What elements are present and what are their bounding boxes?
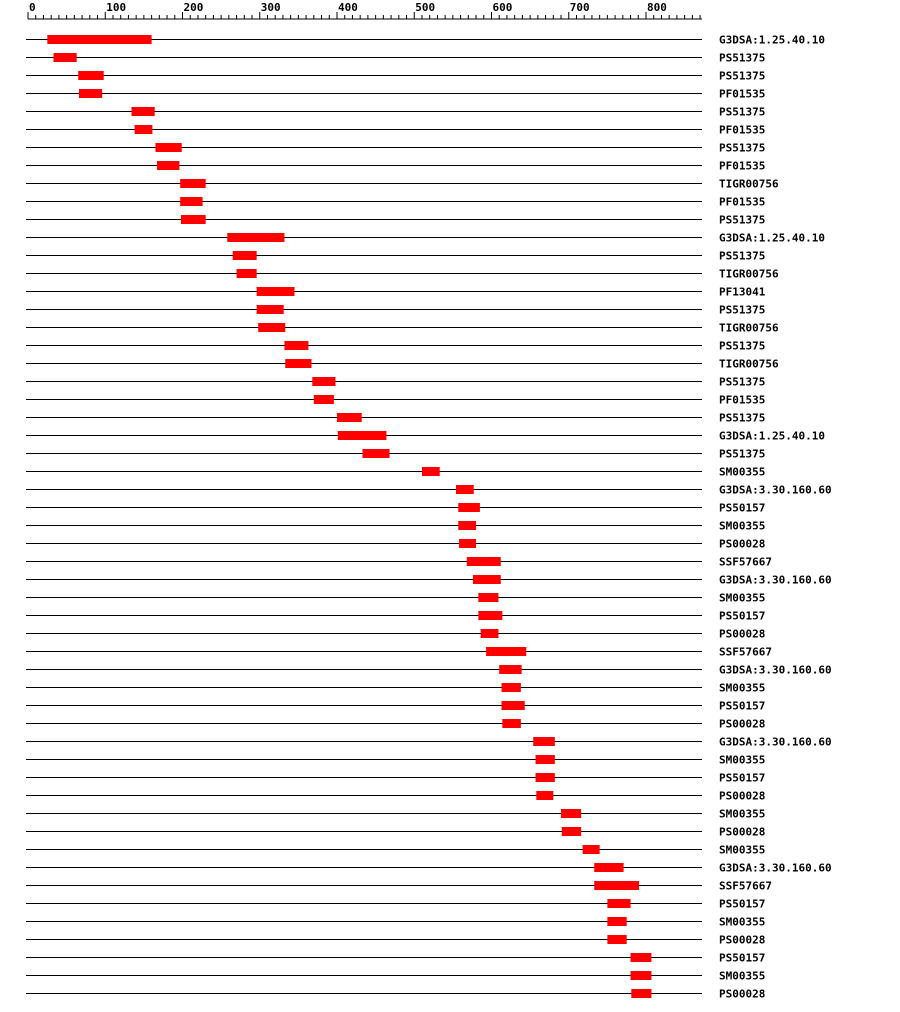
domain-row xyxy=(26,556,772,569)
domain-bar xyxy=(583,845,600,854)
domain-row xyxy=(26,268,779,281)
axis-tick-label: 200 xyxy=(183,1,204,14)
domain-label: TIGR00756 xyxy=(719,267,779,281)
domain-bar xyxy=(157,161,179,170)
domain-bar xyxy=(180,179,205,188)
domain-label: G3DSA:3.30.160.60 xyxy=(719,483,832,497)
domain-row xyxy=(26,844,765,857)
domain-row xyxy=(26,70,765,83)
domain-row xyxy=(26,592,765,605)
domain-bar xyxy=(481,629,499,638)
domain-label: PS51375 xyxy=(719,447,766,461)
domain-label: PF01535 xyxy=(719,393,766,407)
domain-bar xyxy=(607,935,626,944)
domain-row xyxy=(26,286,766,299)
domain-bar xyxy=(284,341,308,350)
domain-row xyxy=(26,700,765,713)
axis-tick-label: 700 xyxy=(569,1,590,14)
domain-label: PS51375 xyxy=(719,51,766,65)
domain-row xyxy=(26,952,765,965)
domain-label: PF01535 xyxy=(719,87,766,101)
domain-label: PS51375 xyxy=(719,213,766,227)
domain-label: PS00028 xyxy=(719,825,766,839)
domain-label: SM00355 xyxy=(719,681,766,695)
domain-label: PS00028 xyxy=(719,717,766,731)
domain-row xyxy=(26,808,765,821)
domain-row xyxy=(26,538,765,551)
domain-label: PS00028 xyxy=(719,987,766,1001)
domain-row xyxy=(26,196,765,209)
domain-row xyxy=(26,304,765,317)
domain-row xyxy=(26,430,825,443)
domain-row xyxy=(26,340,765,353)
domain-bar xyxy=(456,485,474,494)
domain-label: SSF57667 xyxy=(719,555,772,569)
domain-row xyxy=(26,358,779,371)
domain-label: G3DSA:1.25.40.10 xyxy=(719,429,825,443)
domain-label: G3DSA:3.30.160.60 xyxy=(719,861,832,875)
domain-label: PS00028 xyxy=(719,789,766,803)
domain-bar xyxy=(536,755,555,764)
domain-label: SM00355 xyxy=(719,915,766,929)
domain-bar xyxy=(132,107,155,116)
domain-bar xyxy=(314,395,334,404)
domain-label: PS51375 xyxy=(719,69,766,83)
domain-label: TIGR00756 xyxy=(719,321,779,335)
domain-label: PS51375 xyxy=(719,141,766,155)
domain-bar xyxy=(362,449,389,458)
domain-row xyxy=(26,736,832,749)
domain-bar xyxy=(562,827,581,836)
domain-row xyxy=(26,448,765,461)
domain-label: TIGR00756 xyxy=(719,357,779,371)
domain-bar xyxy=(536,773,555,782)
domain-label: SSF57667 xyxy=(719,645,772,659)
domain-row xyxy=(26,718,765,731)
domain-row xyxy=(26,214,765,227)
domain-bar xyxy=(237,269,257,278)
domain-bar xyxy=(53,53,76,62)
domain-row xyxy=(26,682,765,695)
domain-label: G3DSA:3.30.160.60 xyxy=(719,735,832,749)
domain-row xyxy=(26,520,765,533)
domain-row xyxy=(26,394,765,407)
domain-row xyxy=(26,160,765,173)
domain-bar xyxy=(337,413,362,422)
domain-row xyxy=(26,916,765,929)
domain-label: SM00355 xyxy=(719,465,766,479)
domain-label: PF01535 xyxy=(719,123,766,137)
domain-label: SM00355 xyxy=(719,843,766,857)
domain-bar xyxy=(594,881,639,890)
domain-row xyxy=(26,772,765,785)
domain-bar xyxy=(631,971,652,980)
domain-bar xyxy=(594,863,623,872)
domain-row xyxy=(26,898,765,911)
domain-row xyxy=(26,34,825,47)
domain-row xyxy=(26,826,765,839)
domain-label: G3DSA:3.30.160.60 xyxy=(719,573,832,587)
domain-label: PS51375 xyxy=(719,411,766,425)
domain-bar xyxy=(422,467,440,476)
axis-tick-label: 300 xyxy=(260,1,281,14)
domain-row xyxy=(26,322,779,335)
domain-row xyxy=(26,376,765,389)
domain-row xyxy=(26,880,772,893)
domain-row xyxy=(26,610,765,623)
domain-bar xyxy=(78,71,103,80)
domain-bar xyxy=(502,683,521,692)
domain-label: G3DSA:1.25.40.10 xyxy=(719,231,825,245)
domain-bar xyxy=(478,611,502,620)
domain-label: PF01535 xyxy=(719,195,766,209)
domain-label: PS50157 xyxy=(719,501,766,515)
domain-bar xyxy=(607,899,630,908)
domain-row xyxy=(26,124,765,137)
domain-label: PS50157 xyxy=(719,699,766,713)
domain-label: SM00355 xyxy=(719,519,766,533)
domain-bar xyxy=(338,431,387,440)
domain-bar xyxy=(257,287,295,296)
axis-tick-label: 500 xyxy=(415,1,436,14)
domain-bar xyxy=(478,593,498,602)
domain-row xyxy=(26,412,765,425)
axis-tick-label: 600 xyxy=(492,1,513,14)
domain-label: PS51375 xyxy=(719,249,766,263)
position-axis xyxy=(28,1,702,19)
domain-label: PS51375 xyxy=(719,105,766,119)
domain-label: SSF57667 xyxy=(719,879,772,893)
domain-label: PS50157 xyxy=(719,609,766,623)
domain-label: PF13041 xyxy=(719,285,766,299)
domain-bar xyxy=(631,953,652,962)
domain-row xyxy=(26,466,765,479)
domain-bar xyxy=(258,323,285,332)
domain-bar xyxy=(135,125,153,134)
domain-label: PS51375 xyxy=(719,303,766,317)
domain-label: PS50157 xyxy=(719,771,766,785)
domain-label: SM00355 xyxy=(719,591,766,605)
domain-row xyxy=(26,502,765,515)
domain-bar xyxy=(312,377,335,386)
domain-bar xyxy=(502,719,521,728)
domain-row xyxy=(26,934,765,947)
domain-bar xyxy=(459,539,476,548)
axis-tick-label: 400 xyxy=(338,1,358,14)
domain-bar xyxy=(458,521,476,530)
domain-row xyxy=(26,88,765,101)
domain-label: PS51375 xyxy=(719,375,766,389)
domain-bar xyxy=(79,89,102,98)
domain-row xyxy=(26,574,832,587)
domain-row xyxy=(26,754,765,767)
domain-bar xyxy=(502,701,525,710)
domain-label: PS50157 xyxy=(719,897,766,911)
domain-label: PS00028 xyxy=(719,627,766,641)
domain-bar xyxy=(47,35,151,44)
domain-label: SM00355 xyxy=(719,807,766,821)
domain-row xyxy=(26,664,832,677)
domain-bar xyxy=(473,575,501,584)
axis-tick-label: 800 xyxy=(647,1,667,14)
domain-label: PS50157 xyxy=(719,951,766,965)
domain-label: PS00028 xyxy=(719,537,766,551)
domain-bar xyxy=(458,503,480,512)
domain-bar xyxy=(536,791,553,800)
domain-bar xyxy=(607,917,626,926)
domain-row xyxy=(26,970,765,983)
domain-bar xyxy=(155,143,181,152)
axis-tick-label: 100 xyxy=(106,1,127,14)
domain-row xyxy=(26,250,765,263)
domain-row xyxy=(26,232,825,245)
domain-bar xyxy=(285,359,311,368)
domain-label: PS00028 xyxy=(719,933,766,947)
domain-row xyxy=(26,628,765,641)
domain-row xyxy=(26,52,765,65)
domain-rows xyxy=(26,34,832,1001)
domain-row xyxy=(26,106,765,119)
domain-label: G3DSA:3.30.160.60 xyxy=(719,663,832,677)
domain-row xyxy=(26,484,832,497)
domain-bar xyxy=(631,989,651,998)
domain-label: G3DSA:1.25.40.10 xyxy=(719,33,825,47)
domain-bar xyxy=(499,665,521,674)
domain-label: SM00355 xyxy=(719,753,766,767)
domain-bar xyxy=(257,305,284,314)
domain-bar xyxy=(533,737,555,746)
domain-row xyxy=(26,178,779,191)
domain-row xyxy=(26,646,772,659)
domain-bar xyxy=(227,233,284,242)
domain-label: PF01535 xyxy=(719,159,766,173)
axis-tick-label: 0 xyxy=(29,1,36,14)
domain-label: SM00355 xyxy=(719,969,766,983)
domain-row xyxy=(26,988,765,1001)
domain-row xyxy=(26,862,832,875)
domain-bar xyxy=(233,251,257,260)
domain-row xyxy=(26,790,765,803)
domain-bar xyxy=(486,647,526,656)
domain-label: PS51375 xyxy=(719,339,766,353)
domain-label: TIGR00756 xyxy=(719,177,779,191)
domain-row xyxy=(26,142,765,155)
domain-bar xyxy=(467,557,501,566)
domain-bar xyxy=(561,809,581,818)
domain-bar xyxy=(181,215,206,224)
domain-bar xyxy=(180,197,202,206)
